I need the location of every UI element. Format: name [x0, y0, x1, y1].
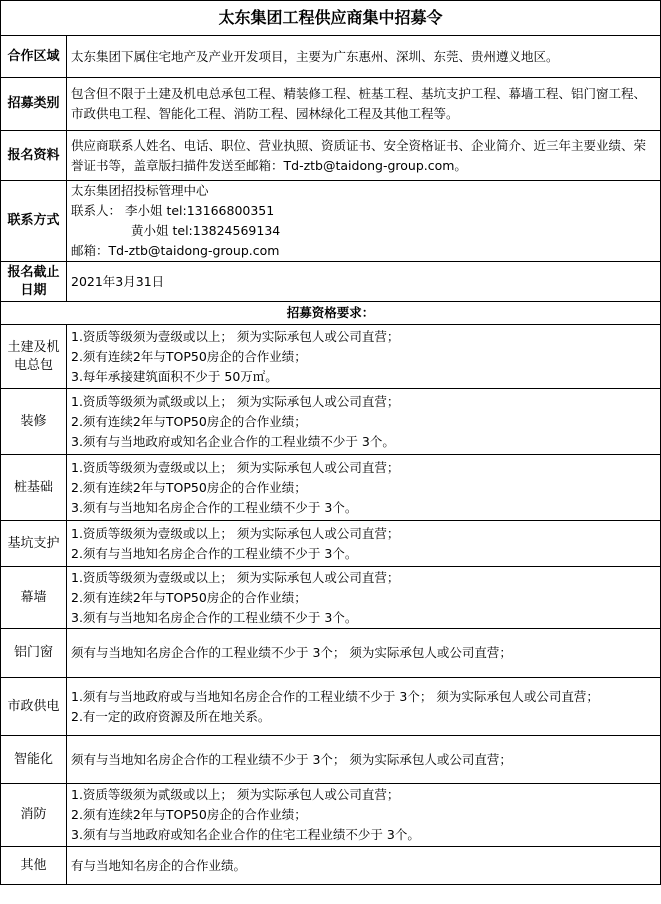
- requirement-category: 基坑支护: [1, 521, 67, 567]
- requirement-lines: [67, 325, 661, 389]
- contact-label: 联系方式: [1, 181, 67, 262]
- requirement-line: 3.每年承接建筑面积不少于 50万㎡。: [71, 368, 278, 384]
- info-row-categories: [1, 78, 661, 131]
- requirement-lines: [67, 736, 661, 784]
- contact-content: [67, 181, 661, 262]
- requirement-row: [1, 389, 661, 455]
- contact-row: [1, 181, 661, 262]
- requirement-row: [1, 784, 661, 847]
- requirement-row: [1, 678, 661, 736]
- requirement-line: 有与当地知名房企的合作业绩。: [71, 857, 247, 873]
- requirement-lines: [67, 389, 661, 455]
- requirement-line: 须有与当地知名房企合作的工程业绩不少于 3个； 须为实际承包人或公司直营；: [71, 751, 512, 767]
- requirement-category: 市政供电: [1, 678, 67, 736]
- requirement-line: 3.须有与当地政府或知名企业合作的住宅工程业绩不少于 3个。: [71, 827, 420, 842]
- requirement-line: 1.资质等级须为壹级或以上； 须为实际承包人或公司直营；: [71, 525, 400, 541]
- row-label: 招募类别: [1, 78, 67, 131]
- requirement-category: 消防: [1, 784, 67, 847]
- requirement-category: 装修: [1, 389, 67, 455]
- contact-person-1: 联系人： 李小姐 tel:13166800351: [71, 203, 275, 218]
- info-row-region: [1, 36, 661, 78]
- row-label: 合作区域: [1, 36, 67, 78]
- deadline-value: 2021年3月31日: [67, 262, 661, 302]
- requirement-line: 3.须有与当地知名房企合作的工程业绩不少于 3个。: [71, 609, 358, 625]
- requirement-lines: [67, 678, 661, 736]
- row-label: 报名资料: [1, 131, 67, 181]
- requirement-category: 智能化: [1, 736, 67, 784]
- row-text: 包含但不限于土建及机电总承包工程、精装修工程、桩基工程、基坑支护工程、幕墙工程、铝门窗工程、市政供电工程、智能化工程、消防工程、园林绿化工程及其他工程等。: [67, 78, 661, 131]
- requirement-lines: [67, 455, 661, 521]
- requirement-row: [1, 847, 661, 885]
- requirement-line: 2.须有连续2年与TOP50房企的合作业绩；: [71, 413, 307, 429]
- requirement-line: 2.须有连续2年与TOP50房企的合作业绩；: [71, 589, 307, 605]
- requirement-lines: [67, 521, 661, 567]
- contact-person-2: 黄小姐 tel:13824569134: [131, 223, 281, 238]
- requirement-line: 2.有一定的政府资源及所在地关系。: [71, 708, 271, 724]
- requirement-line: 2.须有连续2年与TOP50房企的合作业绩；: [71, 807, 307, 822]
- requirement-line: 3.须有与当地政府或知名企业合作的工程业绩不少于 3个。: [71, 433, 395, 449]
- deadline-label-line1: 报名截止: [7, 264, 60, 280]
- requirement-category: 土建及机电总包: [1, 325, 67, 389]
- page-title: 太东集团工程供应商集中招募令: [1, 1, 661, 36]
- requirement-row: [1, 629, 661, 678]
- requirement-line: 2.须有连续2年与TOP50房企的合作业绩；: [71, 479, 307, 495]
- requirement-row: [1, 736, 661, 784]
- requirement-category: 其他: [1, 847, 67, 885]
- row-text: 供应商联系人姓名、电话、职位、营业执照、资质证书、安全资格证书、企业简介、近三年主要业绩、荣誉证书等，盖章版扫描件发送至邮箱：Td-ztb@taidong-group.com。: [67, 131, 661, 181]
- requirements-header: 招募资格要求：: [1, 302, 661, 325]
- requirement-line: 2.须有连续2年与TOP50房企的合作业绩；: [71, 348, 307, 364]
- contact-org: 太东集团招投标管理中心: [71, 183, 209, 198]
- requirement-lines: [67, 784, 661, 847]
- requirement-line: 须有与当地知名房企合作的工程业绩不少于 3个； 须为实际承包人或公司直营；: [71, 645, 512, 660]
- requirement-line: 3.须有与当地知名房企合作的工程业绩不少于 3个。: [71, 499, 358, 515]
- requirement-category: 桩基础: [1, 455, 67, 521]
- requirement-category: 铝门窗: [1, 629, 67, 678]
- requirement-row: [1, 455, 661, 521]
- requirement-category: 幕墙: [1, 567, 67, 629]
- contact-email: 邮箱：Td-ztb@taidong-group.com: [71, 243, 280, 258]
- deadline-label: [1, 262, 67, 302]
- deadline-row: [1, 262, 661, 302]
- requirement-line: 2.须有与当地知名房企合作的工程业绩不少于 3个。: [71, 545, 358, 561]
- requirement-lines: [67, 567, 661, 629]
- requirement-line: 1.资质等级须为贰级或以上； 须为实际承包人或公司直营；: [71, 787, 400, 802]
- requirement-lines: [67, 847, 661, 885]
- requirement-row: [1, 567, 661, 629]
- requirement-line: 1.资质等级须为贰级或以上； 须为实际承包人或公司直营；: [71, 393, 400, 409]
- requirement-line: 1.资质等级须为壹级或以上； 须为实际承包人或公司直营；: [71, 459, 400, 475]
- info-row-materials: [1, 131, 661, 181]
- requirement-line: 1.资质等级须为壹级或以上； 须为实际承包人或公司直营；: [71, 569, 400, 585]
- requirement-row: [1, 325, 661, 389]
- row-text: 太东集团下属住宅地产及产业开发项目，主要为广东惠州、深圳、东莞、贵州遵义地区。: [67, 36, 661, 78]
- requirement-line: 1.资质等级须为壹级或以上； 须为实际承包人或公司直营；: [71, 328, 400, 344]
- requirement-line: 1.须有与当地政府或与当地知名房企合作的工程业绩不少于 3个； 须为实际承包人或公司直营；: [71, 688, 599, 704]
- deadline-label-line2: 日期: [20, 282, 47, 298]
- requirement-lines: [67, 629, 661, 678]
- requirement-row: [1, 521, 661, 567]
